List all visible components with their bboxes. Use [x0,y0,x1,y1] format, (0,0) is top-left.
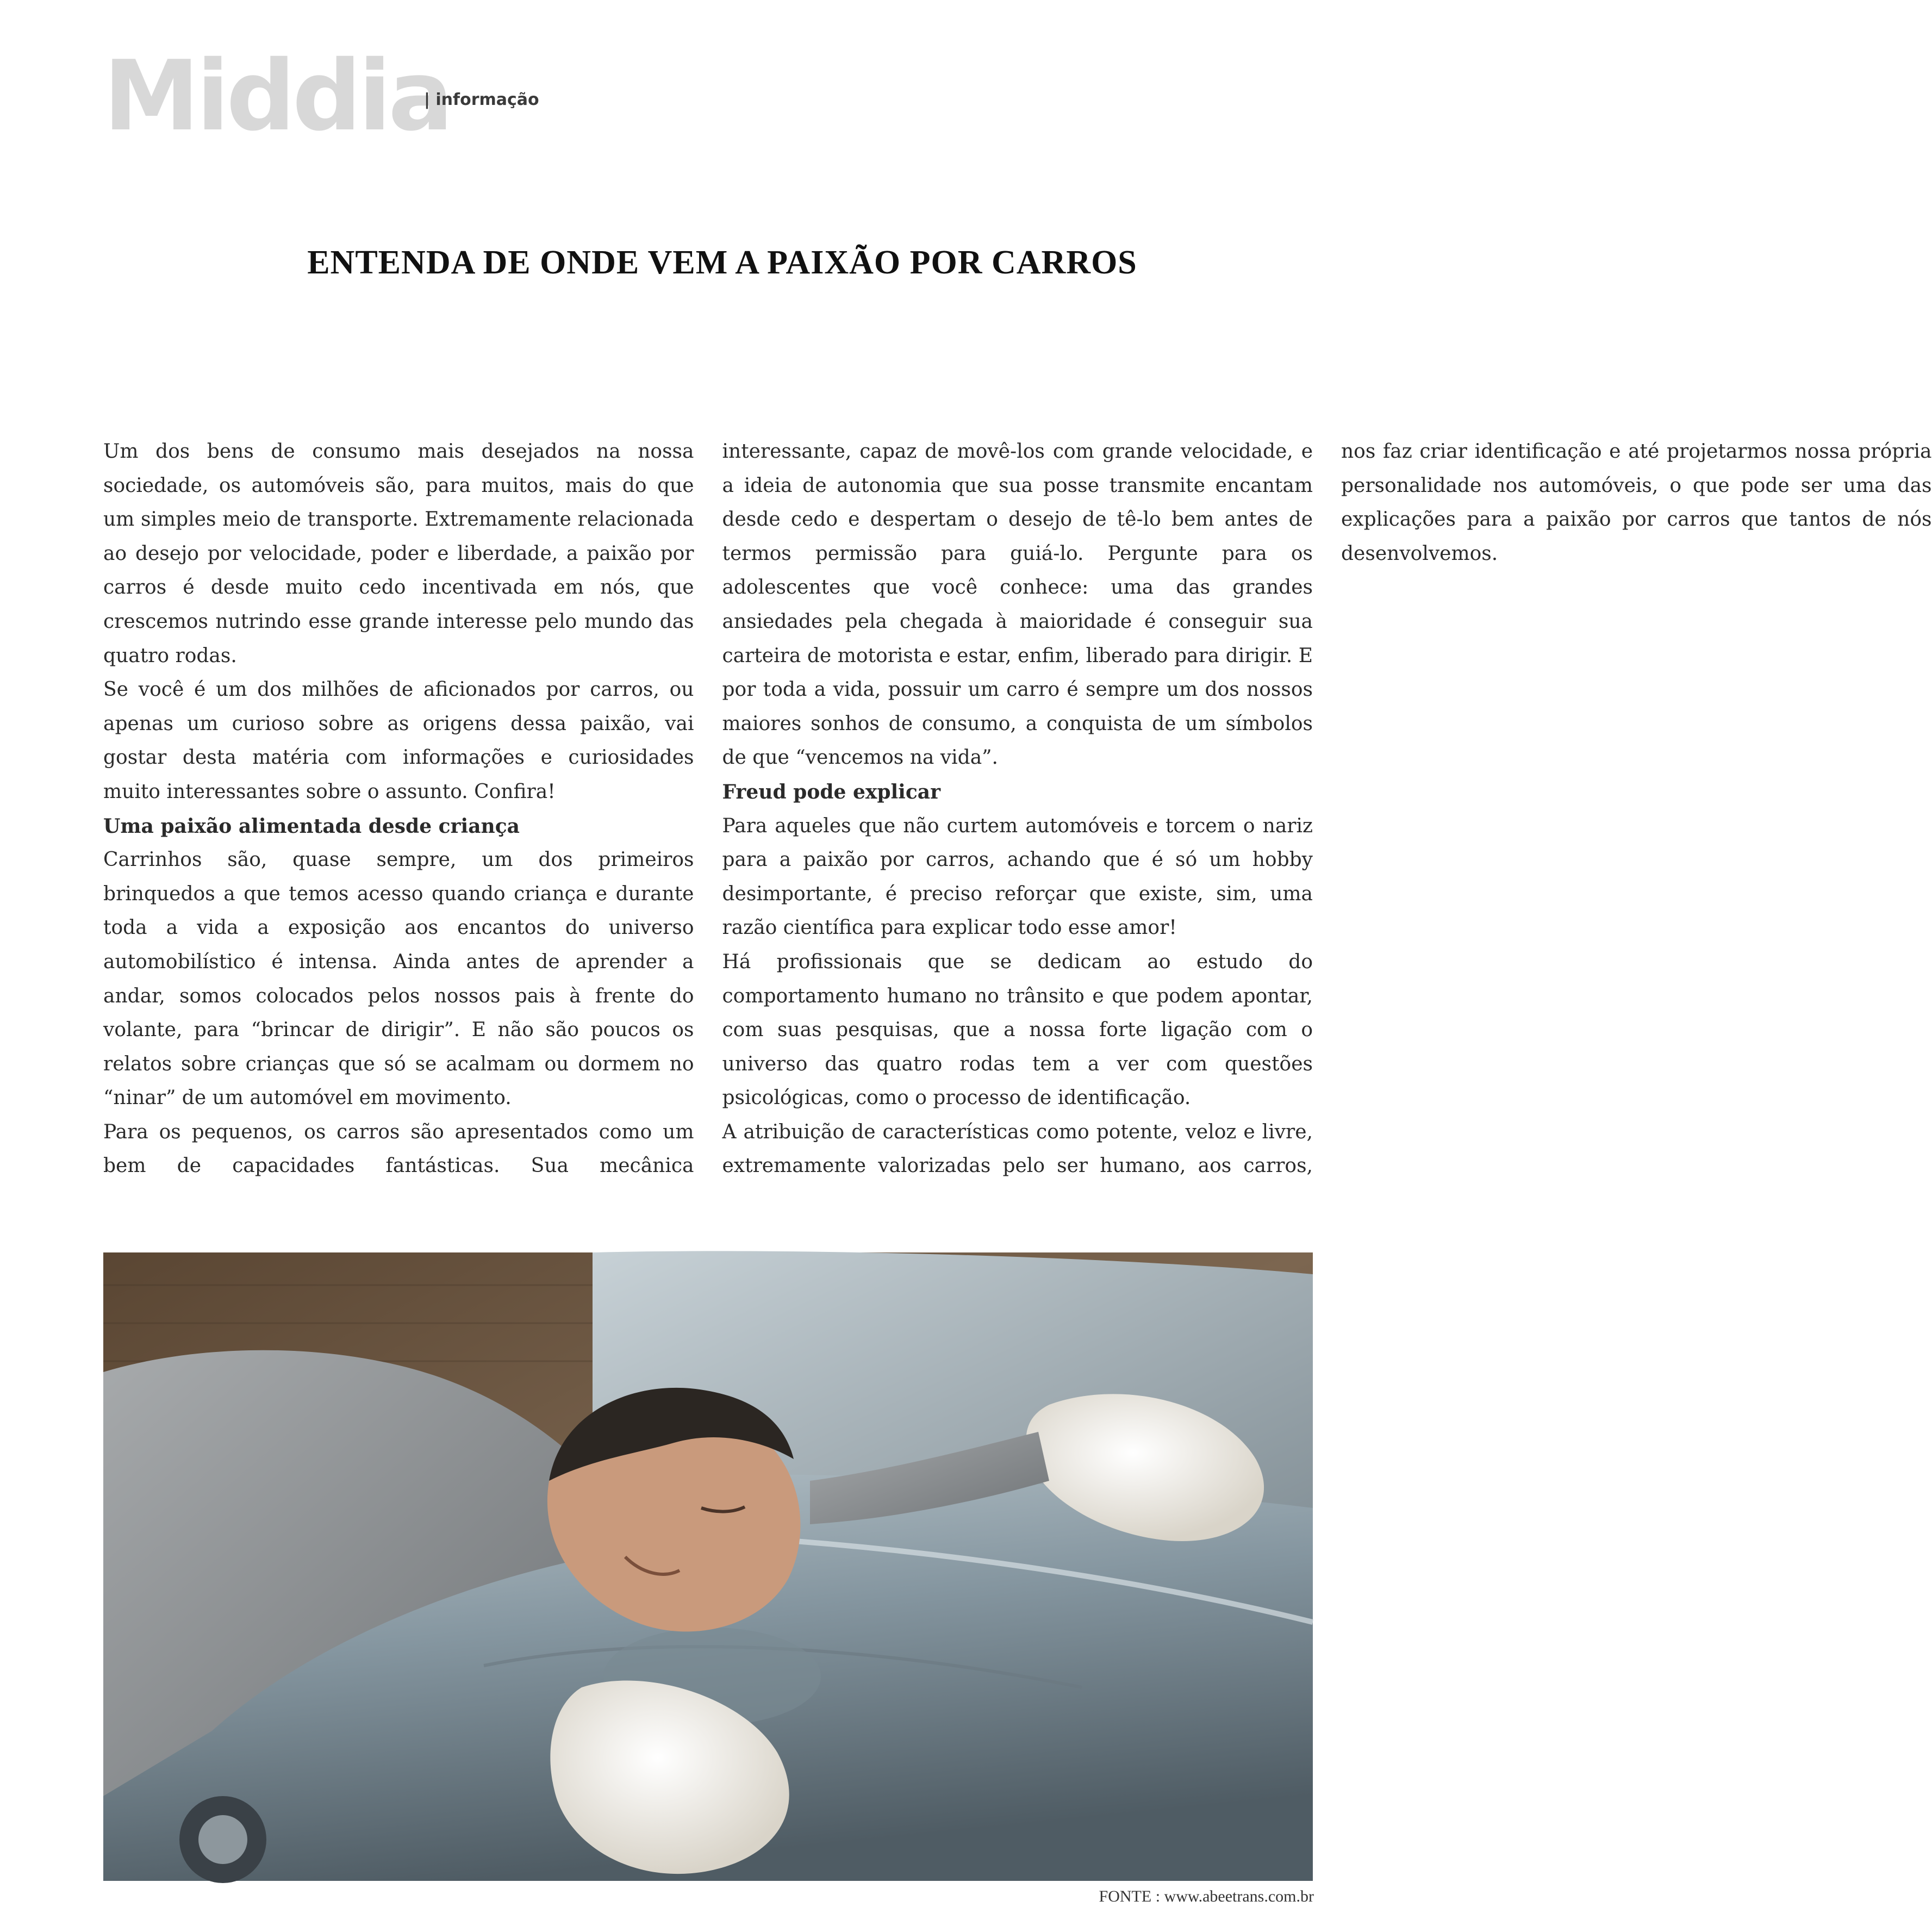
article-subheading: Uma paixão alimentada desde criança [103,814,520,838]
article-paragraph: Um dos bens de consumo mais desejados na nossa sociedade, os automóveis são, para muitos, mais do que um simples meio de transporte. Extremamente relacionada ao desejo por velocidade, poder e liberdade, a paixão por carros é desde muito cedo incentivada em nós, que crescemos nutrindo esse grande interesse pelo mundo das quatro rodas. [103,440,694,667]
section-label: | informação [424,90,539,109]
magazine-logo: Middia [103,40,451,152]
article-paragraph: Para os pequenos, os carros são apresentados como um bem de capacidades fantásticas. Sua mecânica interessante, capaz de movê-los com grande velocidade, e a ideia de autonomia que sua posse transmite encantam desde cedo e despertam o desejo de tê-lo bem antes de termos permissão para guiá-lo. Pergunte para os adolescentes que você conhece: uma das grandes ansiedades pela chegada à maioridade é conseguir sua carteira de motorista e estar, enfim, liberado para dirigir. E por toda a vida, possuir um carro é sempre um dos nossos maiores sonhos de consumo, a conquista de um símbolos de que “vencemos na vida”. [103,440,1313,1177]
article-subheading: Freud pode explicar [722,780,941,803]
article-paragraph: Carrinhos são, quase sempre, um dos primeiros brinquedos a que temos acesso quando criança e durante toda a vida a exposição aos encantos do universo automobilístico é intensa. Ainda antes de aprender a andar, somos colocados pelos nossos pais à frente do volante, para “brincar de dirigir”. E não são poucos os relatos sobre crianças que só se acalmam ou dormem no “ninar” de um automóvel em movimento. [103,849,694,1110]
article-body [103,435,1932,1212]
article-paragraph: Para aqueles que não curtem automóveis e torcem o nariz para a paixão por carros, achando que é só um hobby desimportante, é preciso reforçar que existe, sim, uma razão científica para explicar todo esse amor! [722,814,1313,939]
article-photo [103,1252,1313,1881]
article-paragraph: Se você é um dos milhões de aficionados por carros, ou apenas um curioso sobre as origens dessa paixão, vai gostar desta matéria com informações e curiosidades muito interessantes sobre o assunto. Confira! [103,678,694,803]
masthead [103,40,593,152]
article-paragraph: Há profissionais que se dedicam ao estudo do comportamento humano no trânsito e que podem apontar, com suas pesquisas, que a nossa forte ligação com o universo das quatro rodas tem a ver com questões psicológicas, como o processo de identificação. [722,950,1313,1110]
man-hugging-car-photo-icon [103,1252,1313,1881]
article-paragraph: A atribuição de características como potente, veloz e livre, extremamente valorizadas pelo ser humano, aos carros, nos faz criar identificação e até projetarmos nossa própria personalidade nos automóveis, o que pode ser uma das explicações para a paixão por carros que tantos de nós desenvolvemos. [722,440,1932,1177]
photo-source: FONTE : www.abeetrans.com.br [1099,1887,1314,1905]
article-title: ENTENDA DE ONDE VEM A PAIXÃO POR CARROS [307,244,1137,281]
